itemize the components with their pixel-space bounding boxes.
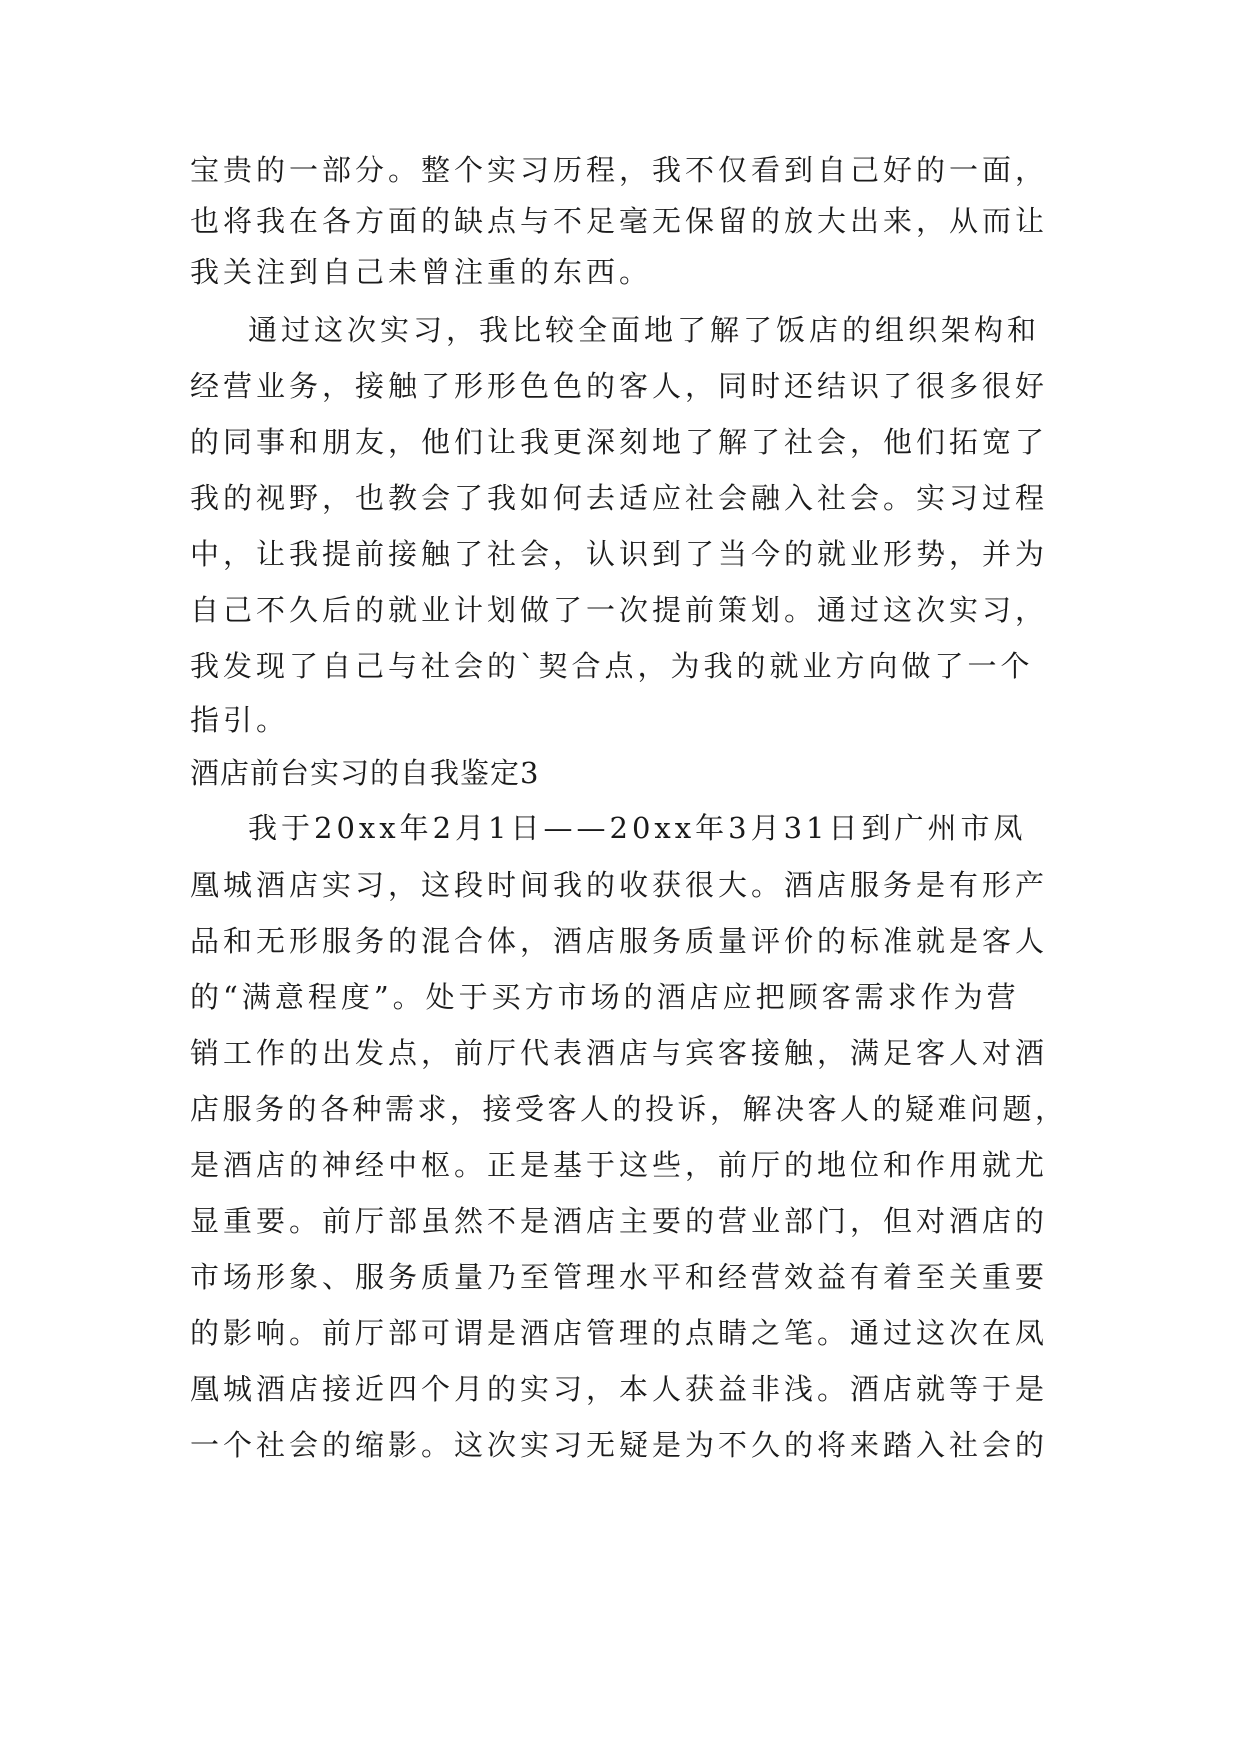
text-line: 显重要。前厅部虽然不是酒店主要的营业部门，但对酒店的 (190, 1204, 1049, 1238)
text-line: 中，让我提前接触了社会，认识到了当今的就业形势，并为 (190, 537, 1049, 571)
text-line: 也将我在各方面的缺点与不足毫无保留的放大出来，从而让 (190, 204, 1049, 238)
text-line: 宝贵的一部分。整个实习历程，我不仅看到自己好的一面， (190, 153, 1049, 187)
text-line: 店服务的各种需求，接受客人的投诉，解决客人的疑难问题， (190, 1092, 1068, 1126)
text-line: 我关注到自己未曾注重的东西。 (190, 255, 653, 289)
text-line: 自己不久后的就业计划做了一次提前策划。通过这次实习， (190, 593, 1049, 627)
text-line: 指引。 (190, 703, 290, 737)
text-line: 一个社会的缩影。这次实习无疑是为不久的将来踏入社会的 (190, 1428, 1049, 1462)
text-line: 我发现了自己与社会的`契合点，为我的就业方向做了一个 (190, 649, 1034, 683)
text-line: 品和无形服务的混合体，酒店服务质量评价的标准就是客人 (190, 924, 1049, 958)
section-heading: 酒店前台实习的自我鉴定3 (190, 756, 540, 790)
text-line: 的同事和朋友，他们让我更深刻地了解了社会，他们拓宽了 (190, 425, 1049, 459)
text-line: 我的视野，也教会了我如何去适应社会融入社会。实习过程 (190, 481, 1049, 515)
paragraph-first-line: 通过这次实习，我比较全面地了解了饭店的组织架构和 (248, 313, 1041, 347)
text-line: 凰城酒店实习，这段时间我的收获很大。酒店服务是有形产 (190, 868, 1049, 902)
text-line: 凰城酒店接近四个月的实习，本人获益非浅。酒店就等于是 (190, 1372, 1049, 1406)
text-line: 市场形象、服务质量乃至管理水平和经营效益有着至关重要 (190, 1260, 1049, 1294)
text-line: 的影响。前厅部可谓是酒店管理的点睛之笔。通过这次在凤 (190, 1316, 1049, 1350)
text-line: 经营业务，接触了形形色色的客人，同时还结识了很多很好 (190, 369, 1049, 403)
text-line: 销工作的出发点，前厅代表酒店与宾客接触，满足客人对酒 (190, 1036, 1049, 1070)
text-line: 的“满意程度”。处于买方市场的酒店应把顾客需求作为营 (190, 980, 1020, 1014)
paragraph-first-line: 我于20xx年2月1日——20xx年3月31日到广州市凤 (248, 811, 1027, 845)
text-line: 是酒店的神经中枢。正是基于这些，前厅的地位和作用就尤 (190, 1148, 1049, 1182)
